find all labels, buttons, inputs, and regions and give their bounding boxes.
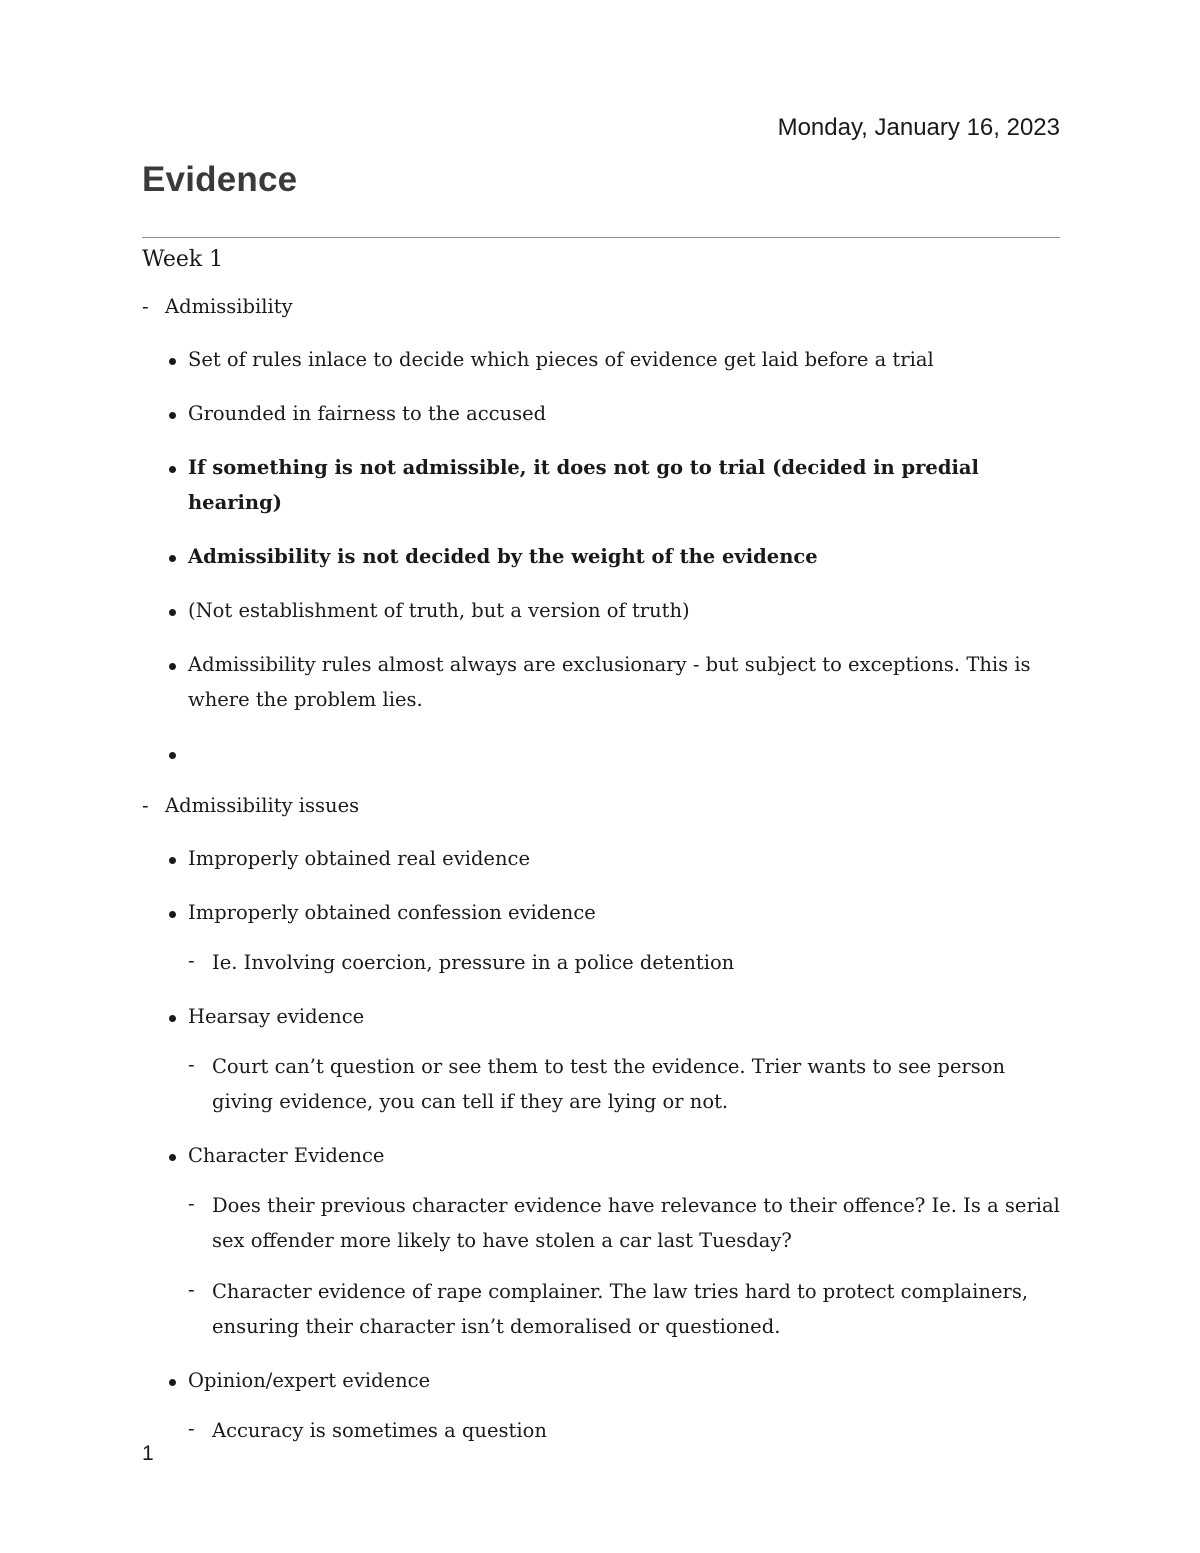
list-item bbox=[165, 841, 1060, 876]
list-item bbox=[165, 396, 1060, 431]
list-item-text: Improperly obtained real evidence bbox=[188, 847, 530, 870]
list-item-text: Admissibility is not decided by the weight of the evidence bbox=[188, 545, 818, 568]
title-divider bbox=[142, 237, 1060, 238]
section-list bbox=[142, 291, 1060, 1448]
document-title: Evidence bbox=[142, 160, 298, 199]
bullet-list bbox=[165, 841, 1060, 1448]
bullet-marker bbox=[169, 609, 176, 616]
list-item bbox=[165, 450, 1060, 520]
dash-marker: - bbox=[142, 295, 149, 318]
list-item-text: If something is not admissible, it does not go to trial (decided in predial hearing) bbox=[188, 456, 979, 514]
sub-list bbox=[188, 945, 1060, 980]
bullet-marker bbox=[169, 911, 176, 918]
list-item-text: Admissibility rules almost always are exclusionary - but subject to exceptions. This is where the problem lies. bbox=[188, 653, 1031, 711]
list-item bbox=[165, 999, 1060, 1119]
sub-list-item-text: Court can’t question or see them to test the evidence. Trier wants to see person giving evidence, you can tell if they are lying or not. bbox=[212, 1055, 1006, 1113]
list-item bbox=[165, 1363, 1060, 1448]
dash-marker: - bbox=[188, 1278, 195, 1301]
list-item-text: Hearsay evidence bbox=[188, 1005, 365, 1028]
bullet-marker bbox=[169, 555, 176, 562]
page-number: 1 bbox=[142, 1442, 154, 1465]
sub-list-item-text: Character evidence of rape complainer. The law tries hard to protect complainers, ensuring their character isn’t demoralised or questioned. bbox=[212, 1280, 1029, 1338]
list-item-text: Opinion/expert evidence bbox=[188, 1369, 431, 1392]
sub-list-item bbox=[188, 945, 1060, 980]
list-item-text: Improperly obtained confession evidence bbox=[188, 901, 596, 924]
list-item bbox=[165, 895, 1060, 980]
bullet-marker bbox=[169, 358, 176, 365]
bullet-marker bbox=[169, 752, 176, 759]
sub-list-item-text: Accuracy is sometimes a question bbox=[212, 1419, 547, 1442]
section-label: Admissibility bbox=[165, 295, 293, 318]
bullet-marker bbox=[169, 663, 176, 670]
dash-marker: - bbox=[188, 949, 195, 972]
document-date: Monday, January 16, 2023 bbox=[777, 114, 1060, 141]
section-label: Admissibility issues bbox=[165, 794, 360, 817]
bullet-marker bbox=[169, 1379, 176, 1386]
sub-list-item bbox=[188, 1413, 1060, 1448]
sub-list-item bbox=[188, 1274, 1060, 1344]
section-item bbox=[142, 790, 1060, 1448]
document-body bbox=[142, 244, 1060, 1467]
list-item-text: (Not establishment of truth, but a version of truth) bbox=[188, 599, 690, 622]
bullet-marker bbox=[169, 1015, 176, 1022]
bullet-marker bbox=[169, 857, 176, 864]
list-item-text: Character Evidence bbox=[188, 1144, 385, 1167]
sub-list bbox=[188, 1413, 1060, 1448]
sub-list bbox=[188, 1188, 1060, 1344]
sub-list-item-text: Ie. Involving coercion, pressure in a police detention bbox=[212, 951, 735, 974]
list-item bbox=[165, 1138, 1060, 1344]
list-item bbox=[165, 342, 1060, 377]
list-item bbox=[165, 736, 1060, 771]
bullet-list bbox=[165, 342, 1060, 771]
sub-list-item bbox=[188, 1188, 1060, 1258]
sub-list-item-text: Does their previous character evidence have relevance to their offence? Ie. Is a serial sex offender more likely to have stolen a car last Tuesday? bbox=[212, 1194, 1060, 1252]
list-item bbox=[165, 647, 1060, 717]
list-item bbox=[165, 539, 1060, 574]
dash-marker: - bbox=[188, 1192, 195, 1215]
dash-marker: - bbox=[188, 1417, 195, 1440]
bullet-marker bbox=[169, 466, 176, 473]
dash-marker: - bbox=[188, 1053, 195, 1076]
list-item-text: Set of rules inlace to decide which pieces of evidence get laid before a trial bbox=[188, 348, 934, 371]
sub-list-item bbox=[188, 1049, 1060, 1119]
bullet-marker bbox=[169, 412, 176, 419]
sub-list bbox=[188, 1049, 1060, 1119]
dash-marker: - bbox=[142, 794, 149, 817]
section-item bbox=[142, 291, 1060, 771]
bullet-marker bbox=[169, 1154, 176, 1161]
list-item-text bbox=[188, 736, 1060, 771]
list-item-text: Grounded in fairness to the accused bbox=[188, 402, 547, 425]
list-item bbox=[165, 593, 1060, 628]
week-heading: Week 1 bbox=[142, 247, 224, 272]
